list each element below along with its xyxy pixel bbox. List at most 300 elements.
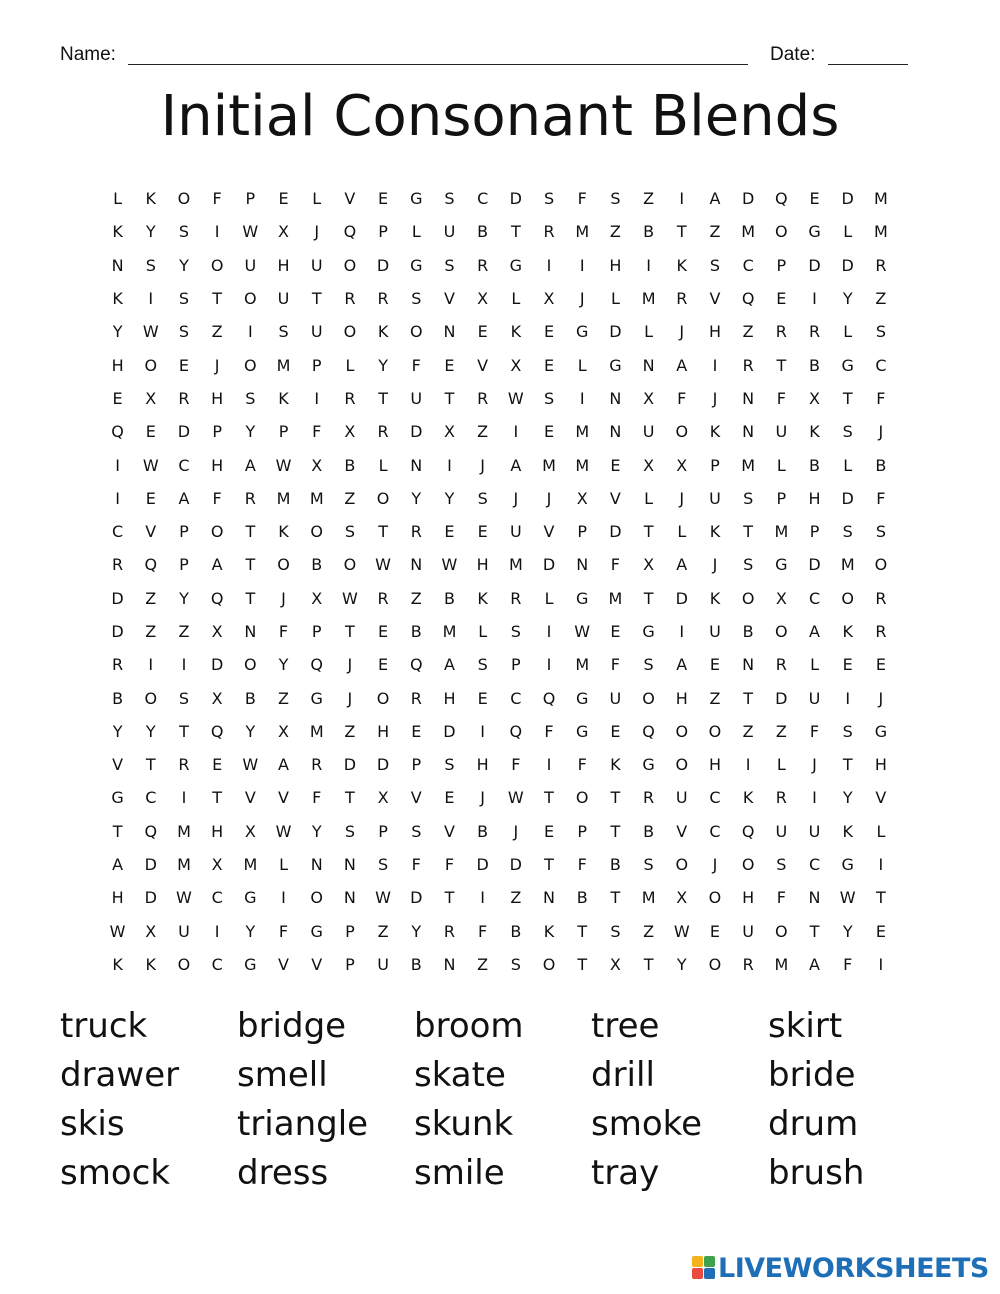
grid-letter[interactable]: D [841,255,854,275]
grid-letter[interactable]: G [642,622,655,641]
grid-letter[interactable]: O [177,954,191,974]
grid-letter[interactable]: G [410,255,423,275]
grid-letter[interactable]: I [579,255,585,275]
grid-letter[interactable]: U [709,488,721,508]
grid-letter[interactable]: O [775,921,788,941]
grid-letter[interactable]: F [776,388,786,408]
grid-letter[interactable]: T [544,855,554,875]
grid-letter[interactable]: F [610,555,620,575]
grid-letter[interactable]: O [708,888,722,908]
grid-letter[interactable]: S [477,655,488,675]
grid-letter[interactable]: Z [709,688,721,708]
grid-letter[interactable]: M [276,355,291,375]
grid-letter[interactable]: P [577,821,588,841]
grid-letter[interactable]: O [642,688,655,708]
grid-letter[interactable]: O [343,555,357,575]
grid-letter[interactable]: N [742,422,755,442]
grid-letter[interactable]: Y [411,921,422,941]
grid-letter[interactable]: O [675,422,689,442]
grid-letter[interactable]: I [447,455,452,475]
grid-letter[interactable]: E [709,921,721,941]
grid-letter[interactable]: S [444,189,455,209]
grid-letter[interactable]: O [343,322,357,342]
grid-letter[interactable]: Z [377,921,389,941]
grid-letter[interactable]: G [244,954,257,974]
grid-letter[interactable]: J [812,755,817,775]
grid-letter[interactable]: Z [643,921,655,941]
grid-letter[interactable]: D [111,588,124,608]
grid-letter[interactable]: N [742,388,755,408]
grid-letter[interactable]: R [742,954,754,974]
grid-letter[interactable]: O [675,721,689,741]
grid-letter[interactable]: R [112,655,124,675]
grid-letter[interactable]: I [546,755,552,775]
grid-letter[interactable]: R [377,588,389,608]
grid-letter[interactable]: S [842,422,853,442]
grid-letter[interactable]: Z [643,189,655,209]
grid-letter[interactable]: N [443,954,456,974]
grid-letter[interactable]: R [178,388,190,408]
grid-letter[interactable]: S [543,388,555,408]
grid-letter[interactable]: O [675,855,689,875]
grid-letter[interactable]: Y [179,255,189,275]
grid-letter[interactable]: R [875,255,887,275]
grid-letter[interactable]: B [477,222,489,242]
grid-letter[interactable]: A [809,622,820,641]
grid-letter[interactable]: R [775,322,787,342]
grid-letter[interactable]: M [276,488,291,508]
grid-letter[interactable]: T [345,788,355,808]
grid-letter[interactable]: Q [542,688,556,708]
grid-letter[interactable]: E [411,721,422,741]
grid-letter[interactable]: H [808,488,821,508]
grid-letter[interactable]: B [477,821,489,841]
grid-letter[interactable]: O [210,522,224,542]
grid-letter[interactable]: Q [741,821,755,841]
grid-letter[interactable]: W [375,888,391,908]
grid-letter[interactable]: I [745,755,751,775]
grid-letter[interactable]: E [378,655,389,675]
grid-letter[interactable]: G [642,755,655,775]
grid-letter[interactable]: K [278,388,289,408]
grid-letter[interactable]: T [842,388,853,408]
grid-letter[interactable]: Z [477,954,489,974]
grid-letter[interactable]: Y [842,921,853,941]
grid-letter[interactable]: T [145,755,156,775]
grid-letter[interactable]: M [874,222,888,242]
grid-letter[interactable]: T [345,622,355,641]
grid-letter[interactable]: E [378,622,389,641]
grid-letter[interactable]: D [410,422,423,442]
grid-letter[interactable]: Q [111,422,124,442]
grid-letter[interactable]: E [543,355,555,375]
grid-letter[interactable]: F [312,788,322,808]
grid-letter[interactable]: P [809,522,820,542]
grid-letter[interactable]: H [277,255,290,275]
grid-letter[interactable]: Z [875,289,887,309]
grid-letter[interactable]: W [176,888,192,908]
grid-letter[interactable]: D [343,755,357,775]
grid-letter[interactable]: Y [112,721,123,741]
grid-letter[interactable]: J [281,588,286,608]
grid-letter[interactable]: B [875,455,887,475]
grid-letter[interactable]: W [507,388,524,408]
grid-letter[interactable]: D [609,322,622,342]
grid-letter[interactable]: O [542,954,556,974]
grid-letter[interactable]: I [878,855,884,875]
grid-letter[interactable]: X [278,222,290,242]
grid-letter[interactable]: M [442,622,457,641]
grid-letter[interactable]: M [741,222,756,242]
grid-letter[interactable]: H [211,821,224,841]
grid-letter[interactable]: V [112,755,124,775]
grid-letter[interactable]: K [610,755,621,775]
grid-letter[interactable]: I [314,388,320,408]
grid-letter[interactable]: L [478,622,488,641]
grid-letter[interactable]: W [839,888,856,908]
grid-letter[interactable]: V [609,488,621,508]
grid-letter[interactable]: K [842,821,853,841]
grid-letter[interactable]: E [477,322,488,342]
grid-letter[interactable]: S [842,522,853,542]
grid-letter[interactable]: B [344,455,356,475]
grid-letter[interactable]: T [544,788,554,808]
grid-letter[interactable]: E [444,522,455,542]
grid-letter[interactable]: S [444,255,455,275]
grid-letter[interactable]: S [776,855,787,875]
grid-letter[interactable]: Y [245,422,256,442]
grid-letter[interactable]: Z [775,721,787,741]
grid-letter[interactable]: L [843,322,853,342]
grid-letter[interactable]: I [214,222,220,242]
grid-letter[interactable]: A [278,755,289,775]
grid-letter[interactable]: K [742,788,754,808]
grid-letter[interactable]: P [311,355,322,375]
grid-letter[interactable]: K [112,289,123,309]
grid-letter[interactable]: L [843,222,853,242]
grid-letter[interactable]: I [214,921,220,941]
grid-letter[interactable]: D [410,888,423,908]
grid-letter[interactable]: L [644,488,654,508]
grid-letter[interactable]: D [376,755,390,775]
grid-letter[interactable]: L [843,455,853,475]
grid-letter[interactable]: U [775,821,788,841]
grid-letter[interactable]: F [478,921,488,941]
grid-letter[interactable]: L [876,821,886,841]
grid-letter[interactable]: M [177,821,191,841]
grid-letter[interactable]: B [809,355,821,375]
grid-letter[interactable]: O [708,954,722,974]
grid-letter[interactable]: D [177,422,191,442]
grid-letter[interactable]: L [312,189,322,209]
grid-letter[interactable]: N [609,388,622,408]
grid-letter[interactable]: F [212,189,222,209]
grid-letter[interactable]: X [576,488,588,508]
grid-letter[interactable]: L [279,855,288,875]
grid-letter[interactable]: F [411,355,421,375]
grid-letter[interactable]: O [376,488,390,508]
grid-letter[interactable]: E [378,189,389,209]
grid-letter[interactable]: E [444,788,455,808]
grid-letter[interactable]: W [673,921,690,941]
grid-letter[interactable]: L [644,322,654,342]
grid-letter[interactable]: R [643,788,655,808]
grid-letter[interactable]: F [278,921,289,941]
grid-letter[interactable]: S [709,255,721,275]
grid-letter[interactable]: S [875,322,886,342]
grid-letter[interactable]: E [444,355,455,375]
grid-letter[interactable]: T [212,788,223,808]
grid-letter[interactable]: W [375,555,391,575]
grid-letter[interactable]: A [211,555,223,575]
grid-letter[interactable]: V [443,821,455,841]
grid-letter[interactable]: Y [245,721,256,741]
grid-letter[interactable]: Q [775,189,788,209]
grid-letter[interactable]: X [543,289,555,309]
grid-letter[interactable]: R [808,322,821,342]
grid-letter[interactable]: T [643,522,654,542]
grid-letter[interactable]: S [643,655,654,675]
grid-letter[interactable]: G [576,721,589,741]
grid-letter[interactable]: Q [509,721,523,741]
grid-letter[interactable]: E [875,655,886,675]
grid-letter[interactable]: X [344,422,356,442]
grid-letter[interactable]: N [443,322,456,342]
grid-letter[interactable]: X [643,555,655,575]
grid-letter[interactable]: T [809,921,820,941]
grid-letter[interactable]: U [410,388,423,408]
grid-letter[interactable]: F [444,855,455,875]
grid-letter[interactable]: O [575,788,589,808]
grid-letter[interactable]: F [809,721,820,741]
grid-letter[interactable]: N [343,888,356,908]
grid-letter[interactable]: M [774,522,789,542]
grid-letter[interactable]: R [775,655,787,675]
grid-letter[interactable]: Q [144,555,158,575]
grid-letter[interactable]: F [610,655,620,675]
grid-letter[interactable]: G [808,222,821,242]
grid-letter[interactable]: G [874,721,888,741]
grid-letter[interactable]: X [211,622,223,641]
grid-letter[interactable]: L [345,355,355,375]
grid-letter[interactable]: A [443,655,455,675]
grid-letter[interactable]: V [145,522,157,542]
grid-letter[interactable]: O [409,322,423,342]
grid-letter[interactable]: A [178,488,190,508]
grid-letter[interactable]: O [244,655,257,675]
grid-letter[interactable]: M [641,888,656,908]
grid-letter[interactable]: T [610,888,621,908]
grid-letter[interactable]: P [378,821,388,841]
grid-letter[interactable]: I [679,189,685,209]
grid-letter[interactable]: G [509,255,523,275]
grid-letter[interactable]: W [142,455,159,475]
grid-letter[interactable]: W [341,588,358,608]
grid-letter[interactable]: Q [310,655,324,675]
grid-letter[interactable]: T [179,721,189,741]
grid-letter[interactable]: N [808,888,821,908]
grid-letter[interactable]: R [311,755,323,775]
grid-letter[interactable]: T [245,522,256,542]
grid-letter[interactable]: G [111,788,124,808]
grid-letter[interactable]: G [310,921,323,941]
grid-letter[interactable]: A [112,855,124,875]
grid-letter[interactable]: B [112,688,124,708]
grid-letter[interactable]: U [775,422,788,442]
grid-letter[interactable]: I [115,455,120,475]
name-field[interactable] [128,64,748,65]
grid-letter[interactable]: F [577,855,587,875]
grid-letter[interactable]: G [576,322,589,342]
grid-letter[interactable]: K [842,622,853,641]
grid-letter[interactable]: U [642,422,655,442]
grid-letter[interactable]: J [878,422,884,442]
grid-letter[interactable]: M [575,455,590,475]
grid-letter[interactable]: O [277,555,290,575]
grid-letter[interactable]: F [278,622,289,641]
grid-letter[interactable]: B [311,555,323,575]
grid-letter[interactable]: G [841,355,854,375]
grid-letter[interactable]: Y [842,788,853,808]
word-search-grid[interactable] [101,182,901,981]
grid-letter[interactable]: A [244,455,256,475]
grid-letter[interactable]: Z [344,721,356,741]
grid-letter[interactable]: V [344,189,356,209]
grid-letter[interactable]: B [410,954,422,974]
grid-letter[interactable]: M [309,488,324,508]
grid-letter[interactable]: G [775,555,788,575]
grid-letter[interactable]: R [510,588,522,608]
grid-letter[interactable]: K [145,954,157,974]
grid-letter[interactable]: U [178,921,190,941]
grid-letter[interactable]: X [775,588,787,608]
grid-letter[interactable]: X [145,388,157,408]
grid-letter[interactable]: U [808,688,821,708]
grid-letter[interactable]: N [642,355,655,375]
grid-letter[interactable]: O [343,255,357,275]
grid-letter[interactable]: E [212,755,223,775]
grid-letter[interactable]: Y [676,954,687,974]
grid-letter[interactable]: G [609,355,622,375]
grid-letter[interactable]: O [841,588,855,608]
grid-letter[interactable]: L [577,355,587,375]
grid-letter[interactable]: X [244,821,256,841]
grid-letter[interactable]: X [643,388,655,408]
grid-letter[interactable]: L [113,189,123,209]
grid-letter[interactable]: R [244,488,256,508]
grid-letter[interactable]: D [808,555,821,575]
grid-letter[interactable]: G [841,855,854,875]
grid-letter[interactable]: I [579,388,585,408]
grid-letter[interactable]: V [477,355,489,375]
grid-letter[interactable]: D [808,255,821,275]
grid-letter[interactable]: R [477,255,489,275]
grid-letter[interactable]: I [181,788,187,808]
grid-letter[interactable]: P [179,522,189,542]
grid-letter[interactable]: E [610,721,621,741]
grid-letter[interactable]: C [211,888,223,908]
grid-letter[interactable]: X [477,289,489,309]
grid-letter[interactable]: F [544,721,554,741]
grid-letter[interactable]: D [476,855,489,875]
grid-letter[interactable]: V [244,788,256,808]
grid-letter[interactable]: O [310,888,324,908]
grid-letter[interactable]: D [609,522,622,542]
grid-letter[interactable]: J [480,455,486,475]
grid-letter[interactable]: D [509,189,522,209]
grid-letter[interactable]: C [742,255,754,275]
grid-letter[interactable]: B [443,588,455,608]
grid-letter[interactable]: I [281,888,286,908]
grid-letter[interactable]: J [214,355,220,375]
grid-letter[interactable]: R [410,688,422,708]
grid-letter[interactable]: M [774,954,789,974]
grid-letter[interactable]: L [411,222,421,242]
grid-letter[interactable]: R [742,355,754,375]
grid-letter[interactable]: J [314,222,320,242]
grid-letter[interactable]: X [510,355,522,375]
grid-letter[interactable]: T [743,688,754,708]
grid-letter[interactable]: P [179,555,189,575]
grid-letter[interactable]: Y [112,322,123,342]
grid-letter[interactable]: W [441,555,458,575]
grid-letter[interactable]: H [211,455,224,475]
grid-letter[interactable]: S [610,189,621,209]
grid-letter[interactable]: D [111,622,124,641]
grid-letter[interactable]: A [676,655,688,675]
grid-letter[interactable]: M [874,189,888,209]
grid-letter[interactable]: Q [343,222,357,242]
grid-letter[interactable]: I [546,255,552,275]
grid-letter[interactable]: N [310,855,323,875]
grid-letter[interactable]: W [574,622,591,641]
grid-letter[interactable]: K [377,322,389,342]
grid-letter[interactable]: S [510,954,521,974]
grid-letter[interactable]: P [278,422,289,442]
grid-letter[interactable]: O [177,189,191,209]
grid-letter[interactable]: Y [179,588,189,608]
grid-letter[interactable]: T [610,821,621,841]
grid-letter[interactable]: T [212,289,223,309]
grid-letter[interactable]: J [347,688,353,708]
grid-letter[interactable]: V [443,289,455,309]
grid-letter[interactable]: Y [842,289,853,309]
grid-letter[interactable]: H [742,888,755,908]
grid-letter[interactable]: E [776,289,787,309]
grid-letter[interactable]: A [676,355,688,375]
grid-letter[interactable]: K [709,588,721,608]
grid-letter[interactable]: I [646,255,651,275]
grid-letter[interactable]: C [477,189,489,209]
grid-letter[interactable]: D [542,555,556,575]
grid-letter[interactable]: F [776,888,786,908]
grid-letter[interactable]: R [875,622,887,641]
grid-letter[interactable]: R [410,522,422,542]
grid-letter[interactable]: V [311,954,323,974]
grid-letter[interactable]: L [544,588,554,608]
grid-letter[interactable]: J [712,555,718,575]
grid-letter[interactable]: T [444,888,455,908]
grid-letter[interactable]: Z [211,322,223,342]
grid-letter[interactable]: Z [742,721,754,741]
grid-letter[interactable]: V [278,954,289,974]
grid-letter[interactable]: F [577,755,587,775]
grid-letter[interactable]: O [144,355,158,375]
grid-letter[interactable]: T [245,588,256,608]
grid-letter[interactable]: Z [145,588,157,608]
grid-letter[interactable]: F [577,189,587,209]
grid-letter[interactable]: D [741,189,755,209]
